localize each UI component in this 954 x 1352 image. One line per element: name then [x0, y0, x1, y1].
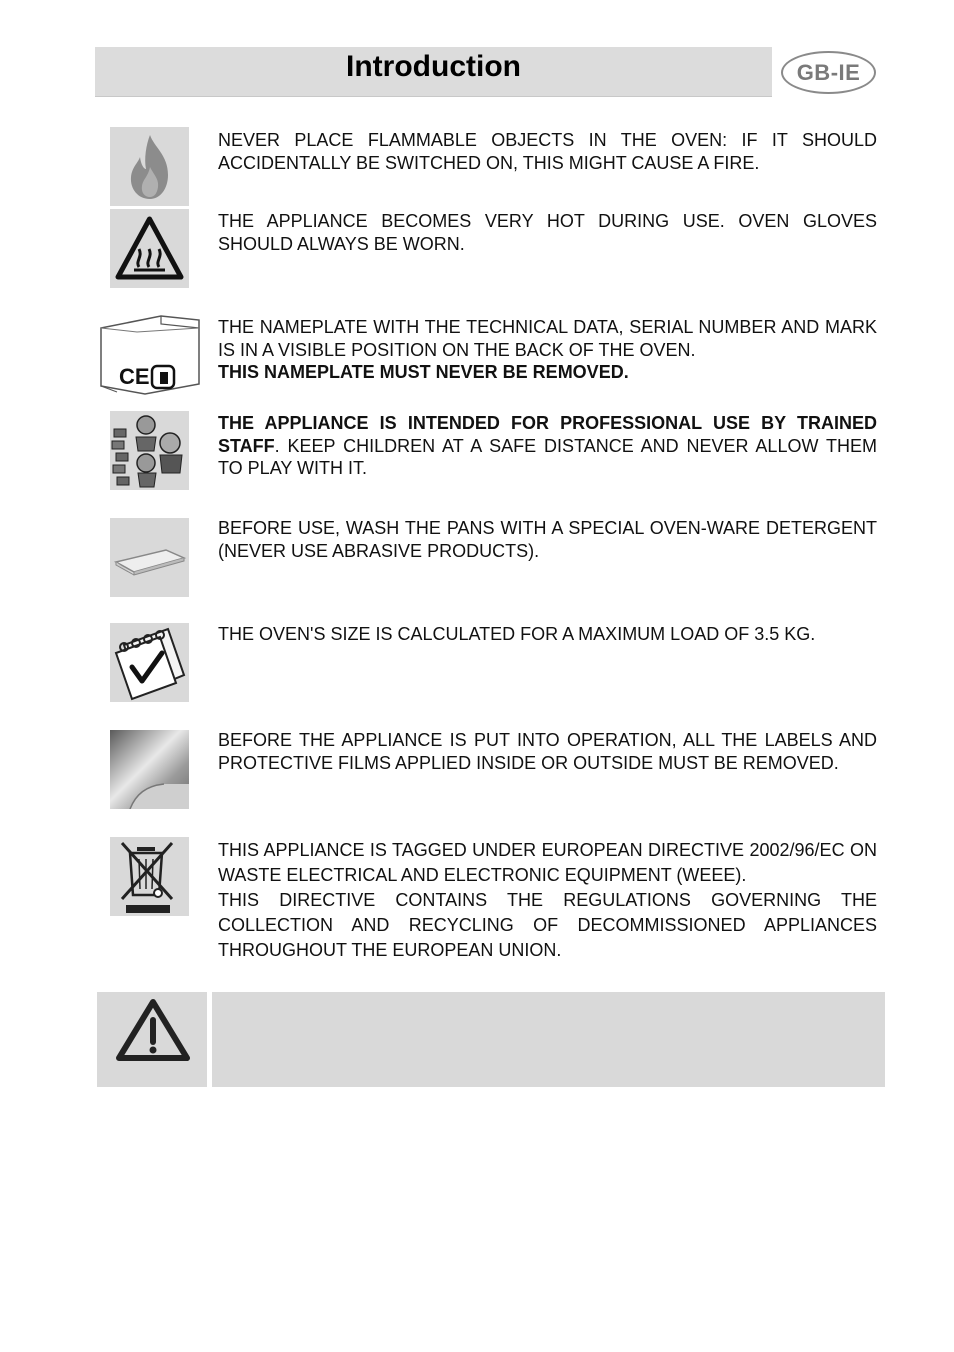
- flammable-warning-text: [218, 129, 877, 174]
- page-title: Introduction: [346, 50, 521, 83]
- item-text: BEFORE USE, WASH THE PANS WITH A SPECIAL OVEN-WARE DETERGENT (NEVER USE ABRASIVE PRODUCTS).: [218, 518, 877, 561]
- header-bar: [95, 47, 772, 97]
- flame-icon: [110, 127, 189, 206]
- nameplate-info: THE NAMEPLATE WITH THE TECHNICAL DATA, SERIAL NUMBER AND MARK IS IN A VISIBLE POSITION ON THE BACK OF THE OVEN.: [218, 317, 877, 360]
- weee-collection-text: THIS DIRECTIVE CONTAINS THE REGULATIONS GOVERNING THE COLLECTION AND RECYCLING OF DECOMMISSIONED APPLIANCES THROUGHOUT THE EUROPEAN UNION.: [218, 890, 877, 960]
- weee-directive-text: [218, 838, 877, 963]
- hot-surface-warning-icon: [110, 209, 189, 288]
- remove-labels-text: [218, 729, 877, 774]
- children-warning: . KEEP CHILDREN AT A SAFE DISTANCE AND NEVER ALLOW THEM TO PLAY WITH IT.: [218, 435, 877, 478]
- warning-icon-panel: [97, 992, 207, 1087]
- children-warning-icon: [110, 411, 189, 490]
- ce-mark: CE: [119, 364, 150, 389]
- language-badge: GB-IE: [781, 51, 876, 94]
- professional-use-bold: THE APPLIANCE IS INTENDED FOR PROFESSIONAL USE BY TRAINED STAFF: [218, 413, 877, 456]
- item-text: THE APPLIANCE BECOMES VERY HOT DURING USE. OVEN GLOVES SHOULD ALWAYS BE WORN.: [218, 211, 877, 254]
- hot-appliance-text: [218, 210, 877, 255]
- item-text: NEVER PLACE FLAMMABLE OBJECTS IN THE OVEN: IF IT SHOULD ACCIDENTALLY BE SWITCHED ON, THIS MIGHT CAUSE A FIRE.: [218, 130, 877, 173]
- warning-triangle-icon: [97, 992, 207, 1087]
- item-text: [218, 412, 877, 480]
- nameplate-text: [218, 316, 877, 384]
- nameplate-ce-icon: [97, 314, 201, 396]
- weee-crossed-bin-icon: [110, 837, 189, 916]
- nameplate-warning: THIS NAMEPLATE MUST NEVER BE REMOVED.: [218, 362, 629, 382]
- item-text: THE OVEN'S SIZE IS CALCULATED FOR A MAXIMUM LOAD OF 3.5 KG.: [218, 624, 816, 644]
- item-text: BEFORE THE APPLIANCE IS PUT INTO OPERATION, ALL THE LABELS AND PROTECTIVE FILMS APPLIED INSIDE OR OUTSIDE MUST BE REMOVED.: [218, 730, 877, 773]
- max-load-text: [218, 623, 877, 646]
- weee-text: THIS APPLIANCE IS TAGGED UNDER EUROPEAN DIRECTIVE 2002/96/EC ON WASTE ELECTRICAL AND ELECTRONIC EQUIPMENT (WEEE).: [218, 840, 877, 885]
- wash-pans-text: [218, 517, 877, 562]
- item-text: [218, 316, 877, 384]
- baking-tray-icon: [110, 518, 189, 597]
- professional-use-text: [218, 412, 877, 480]
- notepad-check-icon: [110, 623, 189, 702]
- warning-text-panel: [212, 992, 885, 1087]
- protective-film-icon: [110, 730, 189, 809]
